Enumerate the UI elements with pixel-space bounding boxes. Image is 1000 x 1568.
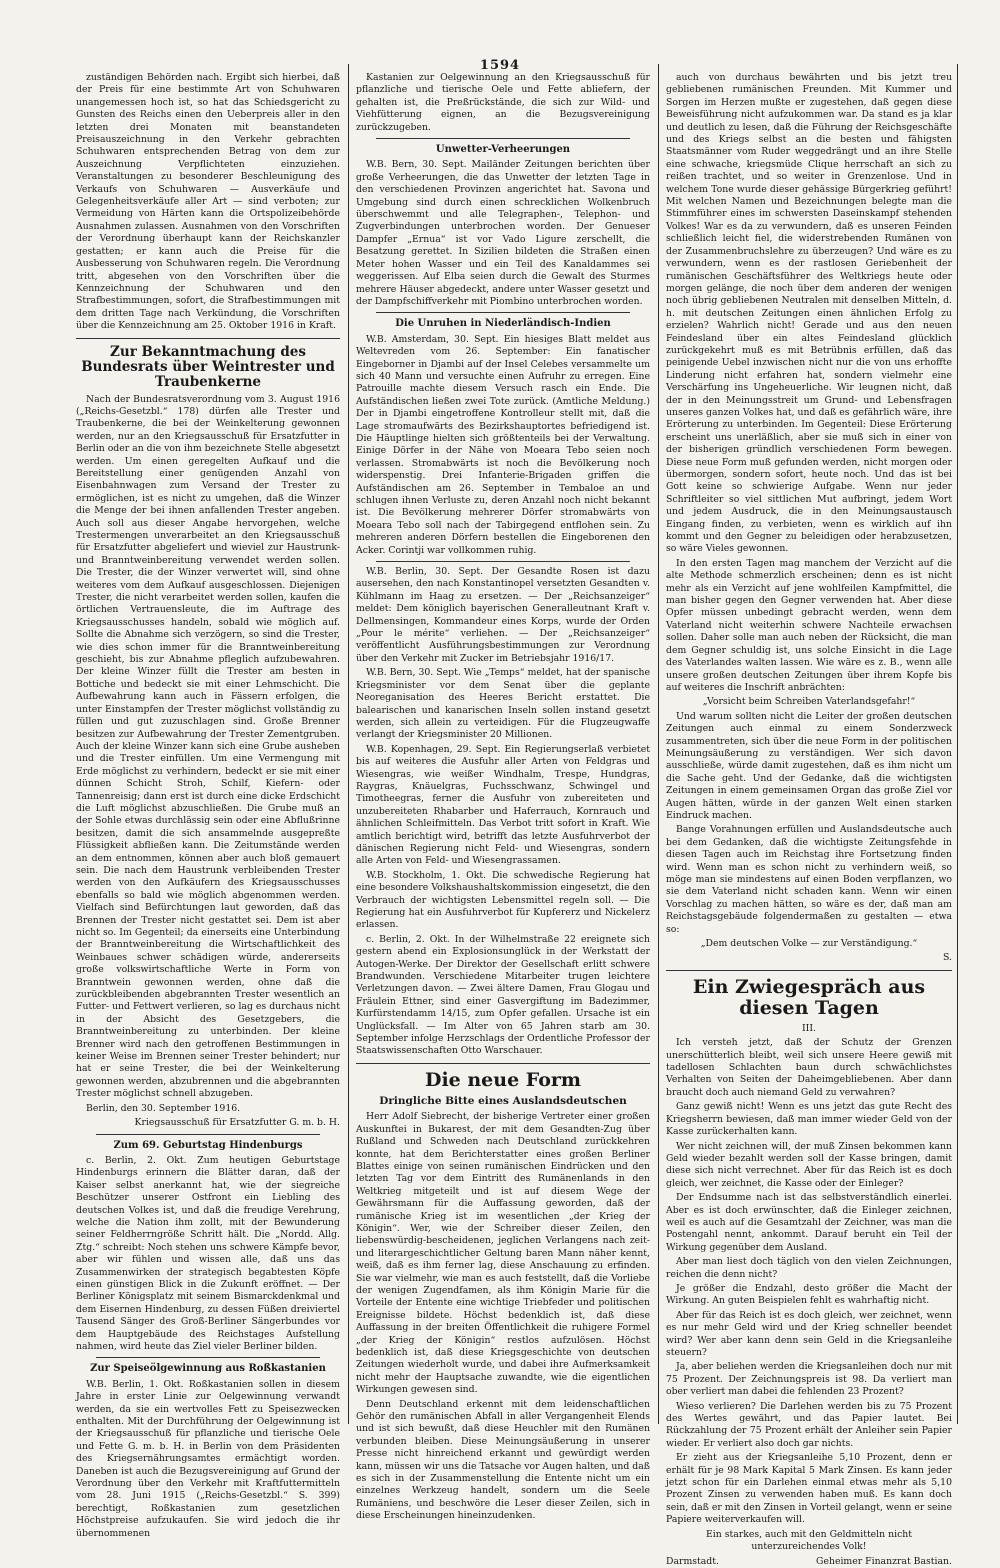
section-number: III. — [802, 1022, 816, 1034]
article-heading: Zur Bekanntmachung des Bundesrats über Weintrester und Traubenkerne — [81, 343, 335, 390]
divider — [376, 138, 630, 139]
paragraph: Je größer die Endzahl, desto größer die Macht der Wirkung. An guten Beispielen fehlt es wahrhaftig nicht. — [666, 1282, 952, 1307]
paragraph: In den ersten Tagen mag manchem der Verzicht auf die alte Methode schmerzlich erscheinen; denn es ist nicht mehr als ein Verzicht auf jene wohlfeilen Kampfmittel, die man bisher gegen den Gegner verwenden hat. Aber diese Opfer müssen unbedingt gebracht werden, wenn dem Vaterland nicht weiterhin schwere Nachteile erwachsen sollen. Daher solle man auch neben der Rücksicht, die man dem Gegner schuldig ist, uns solche Einsicht in die Lage des Vaterlandes walten lassen. Wie wäre es z. B., wenn alle unsere großen deutschen Zeitungen über ihrem Kopfe bis auf weiteres die Inschrift anbrächten: — [666, 557, 952, 693]
divider — [666, 970, 952, 971]
paragraph: Aber für das Reich ist es doch gleich, wer zeichnet, wenn es nur mehr Geld wird und der Krieg schneller beendet wird? Wer aber kann denn sein Geld in die Kriegsanleihe steuern? — [666, 1309, 952, 1358]
paragraph: c. Berlin, 2. Okt. Zum heutigen Geburtstage Hindenburgs erinnern die Blätter daran, daß der Kaiser selbst anerkannt hat, wie der siegreiche Beschützer unserer Ostfront ein Liebling des deutschen Volkes ist, und daß die freudige Verehrung, welche die Nation ihm zollt, mit der Bewunderung seiner Feldherrngröße Schritt hält. Die „Nordd. Allg. Ztg.“ schreibt: Noch stehen uns schwere Kämpfe bevor, aber wir fühlen und wissen alle, daß uns das Zusammenwirken der strategisch begabtesten Köpfe einen günstigen Blick in die Zukunft eröffnet. — Der Berliner Königsplatz mit seinem Bismarckdenkmal und dem Eisernen Hindenburg, zu dessen Füßen dreiviertel Tausend Sänger des Groß-Berliner Sängerbundes vor dem Hauptgebäude des Reichstages Aufstellung nahmen, wird heute das Ziel vieler Berliner bilden. — [76, 1154, 340, 1352]
article-heading: Zum 69. Geburtstag Hindenburgs — [113, 1139, 303, 1151]
signature: S. — [943, 952, 952, 964]
motto: „Dem deutschen Volke — zur Verständigung.“ — [700, 938, 918, 950]
paragraph: zuständigen Behörden nach. Ergibt sich hierbei, daß der Preis für eine bestimmte Art von Schuhwaren unangemessen hoch ist, so hat das Schiedsgericht zu Gunsten des Reichs einen den Ueberpreis aller in den letzten drei Monaten mit beanstandeten Preisauszeichnung in den Verkehr gebrachten Schuhwaren entsprechenden Betrag von dem zur Auszeichnung Verpflichteten einzuziehen. Veranstaltungen zu besonderer Beschleunigung des Verkaufs von Schuhwaren — Ausverkäufe und Gelegenheitsverkäufe aller Art — sind verboten; zur Vermeidung von Härten kann die Ortspolizeibehörde Ausnahmen zulassen. Ausnahmen von den Vorschriften der Verordnung überhaupt kann der Reichskanzler gestatten; er kann auch die Preise für die Ausbesserung von Schuhwaren regeln. Die Verordnung tritt, abgesehen von den Vorschriften über die Kennzeichnung der Schuhwaren und den Strafbestimmungen, sofort, die Strafbestimmungen mit dem dritten Tage nach Verkündung, die Vorschriften über die Kennzeichnung am 25. Oktober 1916 in Kraft. — [76, 72, 340, 332]
column-2 — [356, 72, 650, 1522]
signature: Kriegsausschuß für Ersatzfutter G. m. b. H. — [134, 1117, 340, 1129]
paragraph: W.B. Bern, 30. Sept. Wie „Temps“ meldet, hat der spanische Kriegsminister vor dem Senat über die geplante Neoreganisation des Heeres Bericht erstattet. Die balearischen und kanarischen Inseln sollen instand gesetzt werden, sich allein zu verteidigen. Für die Flugzeugwaffe verlangt der Kriegsminister 20 Millionen. — [356, 667, 650, 741]
article-heading: Ein Zwiegespräch aus diesen Tagen — [692, 975, 926, 1019]
paragraph: Der Endsumme nach ist das selbstverständlich einerlei. Aber es ist doch erwünschter, daß die Einleger zeichnen, weil es auch auf die Gesamtzahl der Zeichner, was man die Postengahl nennt, ankommt. Darauf beruht ein Teil der Wirkung gegenüber dem Ausland. — [666, 1192, 952, 1253]
paragraph: c. Berlin, 2. Okt. In der Wilhelmstraße 22 ereignete sich gestern abend ein Explosionsunglück in der Werkstatt der Autogen-Werke. Der Direktor der Gesellschaft erlitt schwere Brandwunden. Verschiedene Mitarbeiter trugen leichtere Verletzungen davon. — Zwei ältere Damen, Frau Glogau und Fräulein Ettner, sind einer Gasvergiftung im Badezimmer, Kurfürstendamm 14/15, zum Opfer gefallen. Ursache ist ein Unglücksfall. — Im Alter von 65 Jahren starb am 30. September infolge Herzschlags der Ordentliche Professor der Staatswissenschaften Otto Warschauer. — [356, 933, 650, 1057]
divider — [76, 338, 340, 339]
column-rule-3 — [957, 64, 958, 1424]
paragraph: W.B. Bern, 30. Sept. Mailänder Zeitungen berichten über große Verheerungen, die das Unwetter der letzten Tage in den verschiedenen Provinzen angerichtet hat. Savona und Umgebung sind durch einen schrecklichen Wolkenbruch überschwemmt und alle Telegraphen-, Telephon- und Zugverbindungen unterbrochen worden. Der Genueser Dampfer „Ernua“ ist vor Vado Ligure zerschellt, die Besatzung gerettet. In Sizilien bildeten die Straßen einen Meter hohen Wasser und ein Teil des Kanaldammes sei weggerissen. Auf Elba seien durch die Gewalt des Sturmes mehrere Häuser abgedeckt, andere unter Wasser gesetzt und der Dampfschiffverkehr mit Piombino unterbrochen worden. — [356, 159, 650, 307]
paragraph: Ja, aber beliehen werden die Kriegsanleihen doch nur mit 75 Prozent. Der Zeichnungspreis ist 98. Da verliert man ober verliert man dabei die fehlenden 23 Prozent? — [666, 1361, 952, 1398]
paragraph: W.B. Amsterdam, 30. Sept. Ein hiesiges Blatt meldet aus Weltevreden vom 26. September: Ein fanatischer Eingeborner in Djambi auf der Insel Celebes versammelte um sich 40 Mann und versuchte einen Aufruhr zu erregen. Eine Patrouille machte diesem Versuch rasch ein Ende. Die Aufständischen ließen zwei Tote zurück. (Amtliche Meldung.) Der in Djambi eingetroffene Kontrolleur stellt mit, daß die Lage stromaufwärts des Bezirkshauptortes befriedigend ist. Die Häuptlinge hielten sich größtenteils bei der Verwaltung. Einige Dörfer in der Nähe von Moeara Tebo seien noch verlassen. Stromabwärts ist noch die Bevölkerung noch widerspenstig. Drei Infanterie-Brigaden griffen die Aufständischen am 26. September in Tembaloe an und schlugen ihnen Verluste zu, deren Anzahl noch nicht bekannt ist. Die Bevölkerung mehrerer Dörfer stromabwärts von Moeara Tebo soll nach der Tabirgegend entflohen sein. Zu mehreren anderen Dörfern bestellen die Eingeborenen den Acker. Corintji war vollkommen ruhig. — [356, 333, 650, 556]
paragraph: Bange Vorahnungen erfüllen und Auslandsdeutsche auch bei dem Gedanken, daß die wichtigste Zeitungsfehde in diesen Tagen auch im Reichstag ihre Fortsetzung finden wird. Wenn man es schon nicht zu verhindern weiß, so möge man sie mindestens auf einen Boden verpflanzen, wo sie dem Vaterland nicht schaden kann. Wenn wir einen Vorschlag zu machen hätten, so wäre es der, daß man am Reichstagsgebäude folgendermaßen zu gestalten — etwa so: — [666, 824, 952, 935]
paragraph: Ganz gewiß nicht! Wenn es uns jetzt das gute Recht des Kriegsherrn bewiesen, daß man immer wieder Geld von der Kasse zurückerhalten kann. — [666, 1101, 952, 1138]
column-3 — [666, 72, 952, 1567]
page-number: 1594 — [479, 58, 521, 73]
paragraph: Und warum sollten nicht die Leiter der großen deutschen Zeitungen auch einmal zu einem Sonderzweck zusammentreten, sich über die neue Form in der politischen Meinungsäußerung zu verständigen. Wer sich davon ausschließe, würde damit zugestehen, daß es ihm nicht um die Sache geht. Und der Gedanke, daß die wichtigsten Zeitungen in einem gemeinsamen Organ das große Ziel vor Augen hätten, würde in der ganzen Welt einen starken Eindruck machen. — [666, 710, 952, 821]
divider — [376, 561, 630, 562]
paragraph: auch von durchaus bewährten und bis jetzt treu gebliebenen rumänischen Freunden. Mit Kummer und Sorgen im Herzen mußte er zugestehen, daß gegen diese Beweisführung nicht aufzukommen war. Da stand es ja klar und deutlich zu lesen, daß die Führung der Reichsgeschäfte und des Kriegs selbst an die besten und fähigsten Staatsmänner vom Ruder weggedrängt und an ihre Stelle eine schwache, kriegsmüde Clique herrschaft an sich zu reißen trachtet, und so weiter in Grenzenlose. Und in welchem Tone wurde dieser gehässige Bürgerkrieg geführt! Mit welchen Namen und Bezeichnungen belegte man die Stimmführer eines im schwersten Daseinskampf stehenden Volkes! War es da zu verwundern, daß es unseren Feinden schließlich leicht fiel, die widerstrebenden Rumänen von der Zusammenbruchslehre zu überzeugen? Und wäre es zu verwundern, wenn es der rastlosen Geriebenheit der rumänischen Geschäftsführer des Weltkriegs heute oder morgen gelänge, die noch über dem anderen der wenigen noch übrig gebliebenen Neutralen mit denselben Mitteln, d. h. mit deutschen Zeitungen einen ähnlichen Erfolg zu erzielen? Wahrlich nicht! Gerade und aus den neuen Feindesland über ein altes Feindesland glücklich zurückgekehrt muß es mit Betrübnis erfüllen, daß das peinigende Uebel inzwischen nicht nur die von uns erhoffte Linderung nicht erfahren hat, sondern vielmehr eine Verschärfung ins Ungeheuerliche. Wir leugnen nicht, daß der in den Meinungsstreit um Grund- und Lebensfragen unseres ganzen Volkes hat, und daß es gefährlich wäre, ihre Erörterung zu unterbinden. Im Gegenteil: Diese Erörterung erscheint uns unerläßlich, aber sie muß sich in einer von der bisherigen gründlich verschiedenen Form bewegen. Diese neue Form muß gefunden werden, nicht morgen oder übermorgen, sondern sofort, heute noch. Und das ist bei Gott keine so schwierige Aufgabe. Wenn nur jeder Schriftleiter so viel sittlichen Mut aufbringt, jedem Wort und jedem Ausdruck, die in den Meinungsaustausch Eingang finden, zu verbieten, wenn es wirklich auf ihn kommt und den Gegner zu beleidigen oder herabzusetzen, so wäre Vieles gewonnen. — [666, 72, 952, 555]
divider — [96, 1357, 320, 1358]
paragraph: Nach der Bundesratsverordnung vom 3. August 1916 („Reichs-Gesetzbl.“ 178) dürfen alle Trester und Traubenkerne, die bei der Weinkelterung gewonnen werden, nur an den Kriegsausschuß für Ersatzfutter in Berlin oder an die von ihm bezeichnete Stelle abgesetzt werden. Um einen geregelten Aufkauf und die Bereitstellung einer genügenden Anzahl von Eisenbahnwagen zum Versand der Trester zu ermöglichen, ist es nicht zu umgehen, daß die Winzer die Menge der bei ihnen anfallenden Trester angeben. Auch soll aus dieser Angabe hervorgehen, welche Trestermengen unverarbeitet an den Kriegsausschuß für Ersatzfutter abgeliefert und wieviel zur Haustrunk- und Branntweinbereitung verwendet werden sollen. Die Trester, die der Winzer verwertet will, sind ohne weiteres vom dem Aufkauf ausgeschlossen. Diejenigen Trester, die nicht verarbeitet werden sollen, kaufen die örtlichen Vertrauensleute, die im Auftrage des Kriegsausschusses handeln, sobald wie möglich auf. Sollte die Abnahme sich verzögern, so sind die Trester, wie dies schon immer für die Branntweinbereitung geschieht, bis zur Abnahme pfleglich aufzubewahren. Der kleine Winzer füllt die Trester am besten in Bottiche und bedeckt sie mit einer Lehmschicht. Die Aufbewahrung kann auch in Fässern erfolgen, die unter Einstampfen der Trester möglichst vollständig zu füllen und gut zuzuschlagen sind. Große Brenner besitzen zur Aufbewahrung der Trester Zementgruben. Auch der kleine Winzer kann sich eine Grube ausheben und die Trester einfüllen. Um eine Vermengung mit Erde möglichst zu verhindern, bedeckt er sie mit einer dünnen Schicht Stroh, Schilf, Kiefern- oder Tannenreisig; dann erst ist durch eine dicke Erdschicht die Luft möglichst abzuschließen. Die Grube muß an der Sohle etwas durchlässig sein oder eine Abflußrinne besitzen, damit die sich ansammelnde ausgepreßte Flüssigkeit abfließen kann. Die Zeitumstände werden an dem entnommen, können aber auch bloß gemauert sein. Die nach dem Haustrunk verbleibenden Trester werden von den Aufkäufern des Kriegsausschusses ebenfalls so bald wie möglich abgenommen werden. Vielfach sind Befürchtungen laut geworden, daß das Brennen der Trester nicht gestattet sei. Dem ist aber nicht so. Im Gegenteil; da einerseits eine Unterbindung der Branntweinbereitung die Wirtschaftlichkeit des Weinbaues schwer schädigen würde, andererseits große volkswirtschaftliche Werte in Form von Branntwein gewonnen werden, ohne daß die zurückbleibenden abgebrannten Trester wesentlich an Futter- und Fettwert verlieren, so lag es durchaus nicht in der Absicht des Gesetzgebers, die Branntweinbereitung zu unterbinden. Der kleine Brenner wird nach den getroffenen Bestimmungen in keiner Weise im Brennen seiner Trester behindert; nur hat er seine Trester, die bei der Weinkelterung gewonnen werden, abzubrennen und die abgebrannten Trester möglichst schnell abzugeben. — [76, 393, 340, 1100]
column-rule-1 — [348, 64, 349, 1424]
column-rule-2 — [658, 64, 659, 1424]
article-heading: Die Unruhen in Niederländisch-Indien — [395, 318, 611, 330]
paragraph: W.B. Berlin, 1. Okt. Roßkastanien sollen in diesem Jahre in erster Linie zur Oelgewinnung verwandt werden, da sie ein wertvolles Fett zu Speisezwecken enthalten. Mit der Durchführung der Oelgewinnung ist der Kriegsausschuß für pflanzliche und tierische Oele und Fette G. m. b. H. in Berlin von dem Präsidenten des Kriegsernährungsamtes ermächtigt worden. Daneben ist auch die Bezugsvereinigung auf Grund der Verordnung über den Verkehr mit Kraftfuttermitteln vom 28. Juni 1915 („Reichs-Gesetzbl.“ S. 399) berechtigt, Roßkastanien zum gesetzlichen Höchstpreise aufzukaufen. Sie wird jedoch die ihr übernommenen — [76, 1378, 340, 1539]
signoff — [666, 1556, 952, 1568]
paragraph: W.B. Kopenhagen, 29. Sept. Ein Regierungserlaß verbietet bis auf weiteres die Ausfuhr aller Arten von Feldgras und Wiesengras, wie weißer Windhalm, Trespe, Hundgras, Raygras, Knäuelgras, Fuchsschwanz, Schwingel und Timotheegras, ferner die Ausfuhr von zubereiteten und unzubereiteten Rhabarber und Haferrauch, Kornrauch und ähnlichen Schleifmitteln. Das Verbot tritt sofort in Kraft. Wie amtlich berichtigt wird, betrifft das letzte Ausfuhrverbot der dänischen Regierung nicht Feld- und Wiesengras, sondern alle Arten von Feld- und Wiesengrassamen. — [356, 743, 650, 867]
article-heading: Zur Speiseölgewinnung aus Roßkastanien — [90, 1363, 326, 1375]
column-1 — [76, 72, 340, 1539]
dateline: Berlin, den 30. September 1916. — [86, 1102, 241, 1114]
article-subheading: Dringliche Bitte eines Auslandsdeutschen — [379, 1094, 627, 1107]
paragraph: Wieso verlieren? Die Darlehen werden bis zu 75 Prozent des Wertes gewährt, und das Papier lautet. Bei Rückzahlung der 75 Prozent erhält der Anleiher sein Papier wieder. Er verliert also doch gar nichts. — [666, 1400, 952, 1449]
paragraph: Denn Deutschland erkennt mit dem leidenschaftlichen Gehör den rumänischen Abfall in aller Vergangenheit Elends und ist sich bewußt, daß diese Heuchler mit den Rumänen verbunden bleiben. Diese Meinungsäußerung in unserer Presse nicht hinreichend erkannt und gewürdigt werden kann, müssen wir uns die Tatsache vor Augen halten, und daß es sich in der Zusammenstellung die Entente nicht um ein einzelnes Werkzeug handelt, sondern um die Seele Rumäniens, und beschwöre die Leser dieser Zeilen, sich in diese Erscheinungen hineinzudenken. — [356, 1398, 650, 1522]
signature: Geheimer Finanzrat Bastian. — [816, 1555, 952, 1567]
paragraph: W.B. Stockholm, 1. Okt. Die schwedische Regierung hat eine besondere Volkshaushaltskommission eingesetzt, die den Verbrauch der wichtigsten Lebensmittel regeln soll. — Die Regierung hat ein Ausfuhrverbot für Kupfererz und Nickelerz erlassen. — [356, 869, 650, 931]
paragraph: Aber man liest doch täglich von den vielen Zeichnungen, reichen die denn nicht? — [666, 1256, 952, 1280]
divider — [96, 1134, 320, 1135]
paragraph: W.B. Berlin, 30. Sept. Der Gesandte Rosen ist dazu ausersehen, den nach Konstantinopel versetzten Gesandten v. Kühlmann im Haag zu ersetzen. — Der „Reichsanzeiger“ meldet: Dem königlich bayerischen Generalleutnant Kraft v. Dellmensingen, Kommandeur eines Korps, wurde der Orden „Pour le mérite“ verliehen. — Der „Reichsanzeiger“ veröffentlicht Ausführungsbestimmungen zur Verordnung über den Verkehr mit Zucker im Betriebsjahr 1916/17. — [356, 566, 650, 664]
article-heading: Unwetter-Verheerungen — [435, 144, 571, 156]
closing-line: Ein starkes, auch mit den Geldmitteln nicht unterzureichendes Volk! — [706, 1528, 912, 1553]
paragraph: Wer nicht zeichnen will, der muß Zinsen bekommen kann Geld wieder bezahlt werden soll der Kasse bringen, damit diese sich nicht verrechnet. Aber für das Reich ist es doch gleich, wer zeichnet, die Kasse oder der Einleger? — [666, 1140, 952, 1189]
article-heading: Die neue Form — [424, 1068, 582, 1091]
quote: „Vorsicht beim Schreiben Vaterlandsgefahr!“ — [702, 696, 916, 708]
divider — [376, 312, 630, 313]
paragraph: Ich versteh jetzt, daß der Schutz der Grenzen unerschütterlich bleibt, weil sich unsere Heere gewiß mit tadellosen Schlachten baun durch schwächlichstes Verhalten von Seiten der Daheimgebliebenen. Aber dann braucht doch auch niemand Geld zu verwahren? — [666, 1037, 952, 1098]
divider — [356, 1063, 650, 1064]
paragraph: Herr Adolf Siebrecht, der bisherige Vertreter einer großen Auskunftei in Bukarest, der mit dem Gesandten-Zug über Rußland und Schweden nach Deutschland zurückkehren konnte, hat dem Berichterstatter eines großen Berliner Blattes einige von seinen rumänischen Eindrücken und den letzten Tag vor dem Eintritt des Rumänenlands in den Weltkrieg mitgeteilt und ist auf diesem Wege der Gewährsmann für die Auffassung geworden, daß der rumänische Krieg ist im wesentlichen „der Krieg der Königin“. Wer, wie der Schreiber dieser Zeilen, den liebenswürdig-bescheidenen, jeglichen Verlangens nach zeit- und literargeschichtlicher Geltung baren Mann näher kennt, weiß, daß es ihm ferner lag, diese Anschauung zu erfinden. Sie war vielmehr, wie man es auch feststellt, daß die Vorliebe der wenigen Zugendfamen, als ihm Königin Marie für die Vorteile der Entente eine wichtige Triebfeder und politischen Ereignisse bildete. Höchst bedenklich ist, daß diese Auffassung in der breiten Öffentlichkeit die ruhigere Formel „der Krieg der Königin“ restlos aufzulösen. Höchst bedenklich ist, daß diese Kriegsgeschichte von deutschen Zeitungen wiederholt wurde, und dabei ihre Aufmerksamkeit nicht mehr der Hauptsache zuwandte, wie die eigentlichen Wirkungen gewesen sind. — [356, 1111, 650, 1396]
paragraph: Er zieht aus der Kriegsanleihe 5,10 Prozent, denn er erhält für je 98 Mark Kapital 5 Mark Zinsen. Es kann jeder jetzt schon für ein Darlehen einmal etwas mehr als 5,10 Prozent Zinsen zu verwenden haben muß. Es kann doch sein, daß er mit den Zinsen in Vorteil gelangt, wenn er seine Papiere weiterverkaufen will. — [666, 1452, 952, 1526]
paragraph: Kastanien zur Oelgewinnung an den Kriegsausschuß für pflanzliche und tierische Oele und Fette abliefern, der gehalten ist, die Preßrückstände, die sich zur Wild- und Viehfütterung eignen, an die Bezugsvereinigung zurückzugeben. — [356, 72, 650, 133]
place: Darmstadt. — [666, 1555, 719, 1567]
